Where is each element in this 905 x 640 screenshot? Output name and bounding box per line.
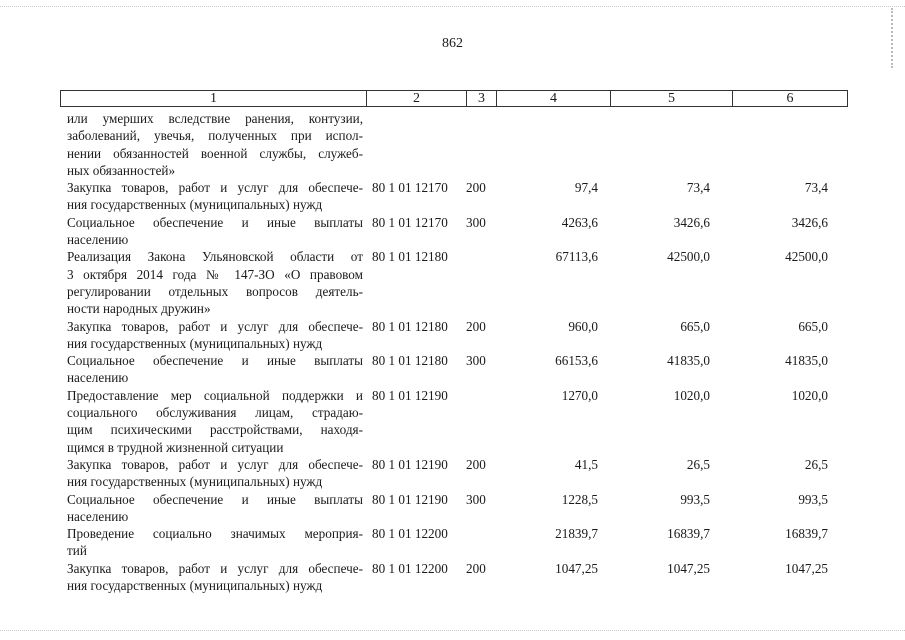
description-line: Предоставление мер социальной поддержки и <box>67 387 363 403</box>
row-code: 80 1 01 12200 <box>372 526 448 542</box>
row-value-col5: 42500,0 <box>667 249 710 265</box>
table-row <box>67 491 857 526</box>
description-line: Закупка товаров, работ и услуг для обеспече- <box>67 180 363 196</box>
description-line: социального обслуживания лицам, страдаю- <box>67 405 363 421</box>
row-value-col4: 960,0 <box>568 318 598 334</box>
row-code: 80 1 01 12190 <box>372 491 448 507</box>
row-value-col4: 41,5 <box>574 456 598 472</box>
row-description <box>67 318 363 353</box>
description-line: щимся в трудной жизненной ситуации <box>67 439 284 455</box>
row-code: 80 1 01 12180 <box>372 249 448 265</box>
description-line: Социальное обеспечение и иные выплаты <box>67 214 363 230</box>
description-line: Закупка товаров, работ и услуг для обеспече- <box>67 318 363 334</box>
row-value-col6: 993,5 <box>798 491 828 507</box>
row-value-col6 <box>710 110 828 179</box>
row-value-col6: 41835,0 <box>785 353 828 369</box>
description-line: ния государственных (муниципальных) нужд <box>67 335 323 351</box>
row-description <box>67 248 363 317</box>
row-value-col5: 26,5 <box>686 456 710 472</box>
description-line: ния государственных (муниципальных) нужд <box>67 474 323 490</box>
description-line: тий <box>67 543 87 559</box>
row-expense-type <box>466 387 506 456</box>
row-value-col5: 1020,0 <box>673 387 710 403</box>
row-value-col4: 1047,25 <box>555 560 598 576</box>
row-value-col6: 1020,0 <box>791 387 828 403</box>
row-expense-type <box>466 525 506 560</box>
description-line: населению <box>67 370 129 386</box>
row-value-col5: 3426,6 <box>673 214 710 230</box>
description-line: населению <box>67 232 129 248</box>
description-line: регулировании отдельных вопросов деятель- <box>67 283 363 299</box>
row-expense-type: 300 <box>466 353 486 369</box>
row-description <box>67 110 363 179</box>
header-col-4: 4 <box>497 91 611 106</box>
row-expense-type <box>466 110 506 179</box>
description-line: или умерших вследствие ранения, контузии, <box>67 111 363 126</box>
row-code <box>363 110 466 179</box>
description-line: Реализация Закона Ульяновской области от <box>67 249 363 265</box>
row-value-col5: 73,4 <box>686 180 710 196</box>
row-value-col4 <box>506 110 598 179</box>
row-value-col4: 67113,6 <box>555 249 598 265</box>
row-value-col6: 73,4 <box>804 180 828 196</box>
row-description <box>67 491 363 526</box>
row-code: 80 1 01 12170 <box>372 180 448 196</box>
scan-artifact-top <box>0 6 905 7</box>
table-row <box>67 387 857 456</box>
row-expense-type: 200 <box>466 318 486 334</box>
header-col-2: 2 <box>367 91 467 106</box>
header-col-5: 5 <box>611 91 733 106</box>
table-header <box>60 90 848 107</box>
table-row <box>67 179 857 214</box>
row-value-col6: 665,0 <box>798 318 828 334</box>
row-value-col5: 665,0 <box>680 318 710 334</box>
row-description <box>67 352 363 387</box>
row-value-col6: 1047,25 <box>785 560 828 576</box>
table-row <box>67 456 857 491</box>
row-code: 80 1 01 12190 <box>372 456 448 472</box>
page-number: 862 <box>442 36 463 51</box>
table-row <box>67 214 857 249</box>
row-expense-type: 200 <box>466 456 486 472</box>
description-line: Социальное обеспечение и иные выплаты <box>67 353 363 369</box>
scan-artifact-bottom <box>0 630 905 631</box>
description-line: заболеваний, увечья, полученных при испол- <box>67 128 363 144</box>
row-value-col6: 3426,6 <box>791 214 828 230</box>
row-value-col4: 66153,6 <box>555 353 598 369</box>
header-col-1: 1 <box>61 91 367 106</box>
description-line: Закупка товаров, работ и услуг для обеспече- <box>67 560 363 576</box>
row-value-col4: 97,4 <box>574 180 598 196</box>
description-line: ния государственных (муниципальных) нужд <box>67 197 323 213</box>
table-row <box>67 318 857 353</box>
description-line: 3 октября 2014 года № 147-ЗО «О правовом <box>67 266 363 282</box>
row-value-col4: 21839,7 <box>555 526 598 542</box>
row-description <box>67 525 363 560</box>
row-expense-type: 300 <box>466 491 486 507</box>
row-code: 80 1 01 12200 <box>372 560 448 576</box>
row-description <box>67 560 363 595</box>
description-line: Социальное обеспечение и иные выплаты <box>67 491 363 507</box>
table-body <box>67 110 857 594</box>
description-line: населению <box>67 508 129 524</box>
row-value-col5: 993,5 <box>680 491 710 507</box>
table-row <box>67 110 857 179</box>
row-value-col5: 1047,25 <box>667 560 710 576</box>
description-line: Проведение социально значимых мероприя- <box>67 526 363 542</box>
row-value-col6: 26,5 <box>804 456 828 472</box>
row-description <box>67 214 363 249</box>
row-value-col4: 1270,0 <box>561 387 598 403</box>
row-value-col6: 42500,0 <box>785 249 828 265</box>
table-row <box>67 248 857 317</box>
description-line: Закупка товаров, работ и услуг для обеспече- <box>67 456 363 472</box>
row-expense-type: 200 <box>466 180 486 196</box>
row-value-col6: 16839,7 <box>785 526 828 542</box>
row-code: 80 1 01 12170 <box>372 214 448 230</box>
row-expense-type: 200 <box>466 560 486 576</box>
table-row <box>67 525 857 560</box>
row-code: 80 1 01 12190 <box>372 387 448 403</box>
description-line: нении обязанностей военной службы, служеб- <box>67 145 363 161</box>
row-value-col5 <box>598 110 710 179</box>
row-value-col5: 16839,7 <box>667 526 710 542</box>
row-expense-type <box>466 248 506 317</box>
row-value-col5: 41835,0 <box>667 353 710 369</box>
row-code: 80 1 01 12180 <box>372 353 448 369</box>
row-description <box>67 179 363 214</box>
row-description <box>67 387 363 456</box>
description-line: щим психическими расстройствами, находя- <box>67 422 363 438</box>
description-line: ности народных дружин» <box>67 301 211 317</box>
row-value-col4: 1228,5 <box>561 491 598 507</box>
description-line: ния государственных (муниципальных) нужд <box>67 578 323 594</box>
table-row <box>67 560 857 595</box>
header-col-3: 3 <box>467 91 497 106</box>
description-line: ных обязанностей» <box>67 162 176 178</box>
header-col-6: 6 <box>786 91 794 106</box>
row-code: 80 1 01 12180 <box>372 318 448 334</box>
table-row <box>67 352 857 387</box>
row-expense-type: 300 <box>466 214 486 230</box>
row-description <box>67 456 363 491</box>
row-value-col4: 4263,6 <box>561 214 598 230</box>
